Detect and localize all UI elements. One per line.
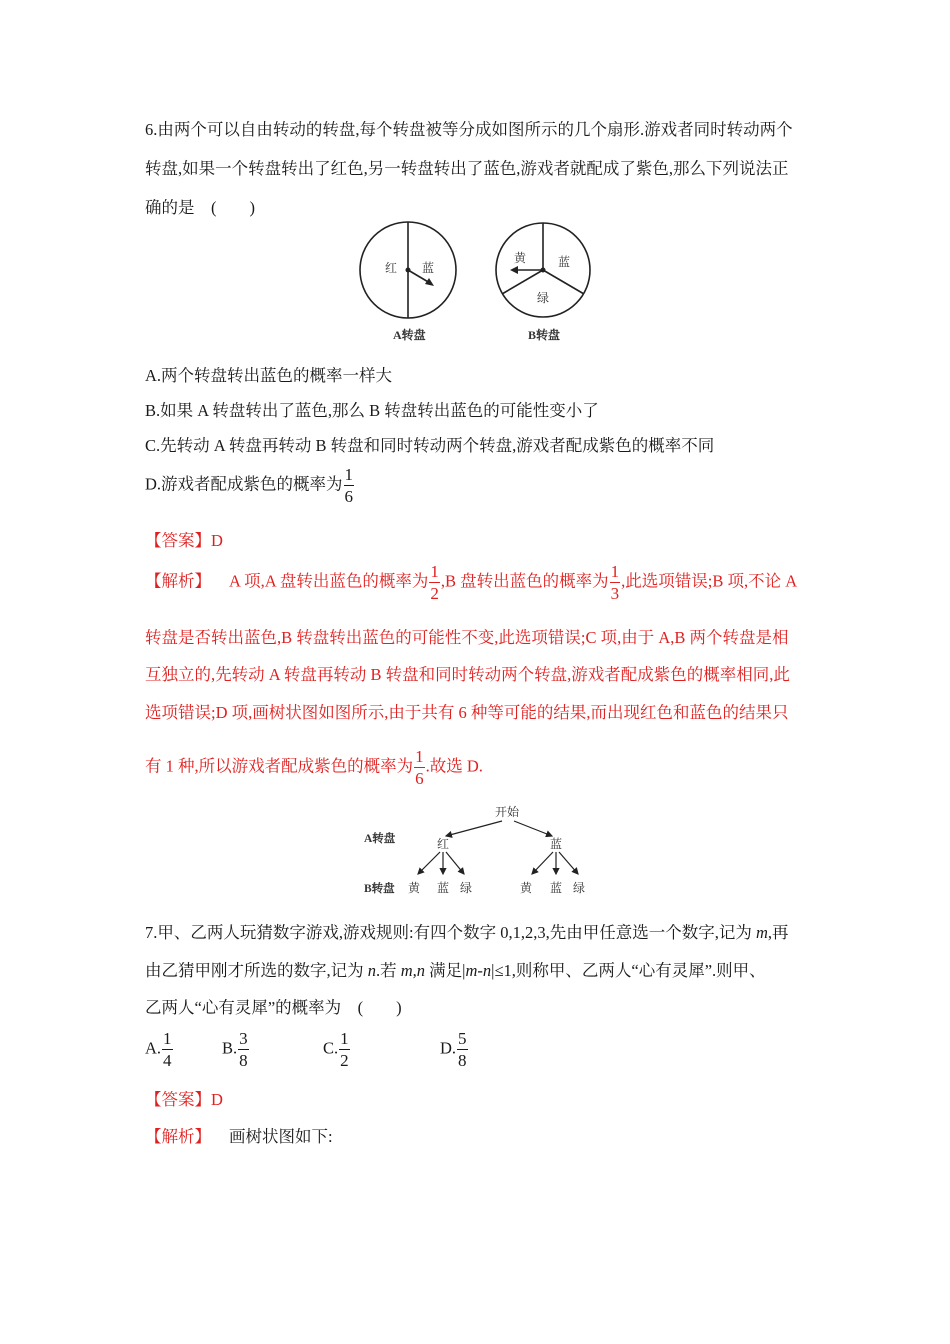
- q7-stem-text: ,再: [767, 923, 789, 942]
- tree-leaf-blue-yellow: 黄: [520, 881, 533, 895]
- analysis-text: .故选 D.: [425, 756, 483, 776]
- q6-option-d-fraction: [344, 466, 355, 505]
- answer-tag: 【答案】: [145, 531, 211, 550]
- disk-a-sector-red: 红: [385, 261, 398, 275]
- fraction-denominator: 4: [163, 1051, 172, 1070]
- fraction-numerator: 5: [458, 1029, 467, 1048]
- disk-b-sector-yellow: 黄: [514, 251, 527, 265]
- var-m: m: [755, 923, 768, 942]
- disk-a-sector-blue: 蓝: [422, 261, 435, 275]
- q6-option-b: B.如果 A 转盘转出了蓝色,那么 B 转盘转出蓝色的可能性变小了: [145, 401, 599, 420]
- q6-answer: [145, 527, 223, 551]
- fraction-numerator: 1: [344, 465, 354, 484]
- option-fraction: [457, 1030, 468, 1069]
- analysis-fraction-half: [429, 563, 440, 602]
- fraction-denominator: 6: [415, 769, 424, 788]
- q7-stem-text: 由乙猜甲刚才所选的数字,记为: [145, 961, 368, 980]
- q7-option-b: [222, 1030, 250, 1069]
- analysis-fraction-third: [610, 563, 621, 602]
- q7-stem-text: |≤1,则称甲、乙两人“心有灵犀”.则甲、: [491, 961, 766, 980]
- disk-b-sector-green: 绿: [537, 291, 550, 305]
- fraction-denominator: 2: [340, 1051, 349, 1070]
- disk-b-divider-right: [543, 270, 584, 294]
- analysis-text: 有 1 种,所以游戏者配成紫色的概率为: [145, 756, 414, 776]
- answer-value: D: [211, 1090, 223, 1109]
- tree-label-a: A转盘: [364, 833, 396, 845]
- option-fraction: [339, 1030, 350, 1069]
- fraction-numerator: 1: [415, 747, 424, 766]
- disk-a-pointer-head: [425, 278, 434, 286]
- option-label: A.: [145, 1038, 162, 1058]
- disk-b-sector-blue: 蓝: [558, 255, 571, 269]
- tree-leaf-blue-blue: 蓝: [550, 881, 563, 895]
- tree-node-red: 红: [437, 837, 450, 851]
- option-fraction: [238, 1030, 249, 1069]
- q6-analysis-line-4: 选项错误;D 项,画树状图如图所示,由于共有 6 种等可能的结果,而出现红色和蓝色的结果只: [145, 703, 789, 722]
- disk-b-caption: B转盘: [528, 328, 561, 342]
- analysis-text: 画树状图如下:: [229, 1127, 333, 1146]
- q7-answer: [145, 1086, 223, 1110]
- q6-analysis-line-3: 互独立的,先转动 A 转盘再转动 B 转盘和同时转动两个转盘,游戏者配成紫色的概率相同,此: [145, 665, 790, 684]
- tree-leaf-blue-green: 绿: [573, 881, 586, 895]
- q7-stem-text: .若: [376, 961, 401, 980]
- option-label: D.: [440, 1038, 457, 1058]
- q7-option-c: [323, 1030, 351, 1069]
- q6-option-d: [145, 466, 355, 505]
- fraction-denominator: 2: [430, 584, 439, 603]
- q6-option-c: C.先转动 A 转盘再转动 B 转盘和同时转动两个转盘,游戏者配成紫色的概率不同: [145, 436, 715, 455]
- option-label: C.: [323, 1038, 339, 1058]
- fraction-numerator: 1: [163, 1029, 172, 1048]
- q6-stem-line-1: 6.由两个可以自由转动的转盘,每个转盘被等分成如图所示的几个扇形.游戏者同时转动两个: [145, 120, 793, 139]
- answer-tag: 【答案】: [145, 1090, 211, 1109]
- tree-leaf-red-blue: 蓝: [437, 881, 450, 895]
- tree-label-b: B转盘: [364, 883, 395, 895]
- fraction-denominator: 8: [239, 1051, 248, 1070]
- option-fraction: [162, 1030, 173, 1069]
- fraction-denominator: 3: [610, 584, 620, 603]
- fraction-numerator: 1: [340, 1029, 349, 1048]
- tree-root: 开始: [495, 805, 520, 819]
- analysis-text: A 项,A 盘转出蓝色的概率为: [229, 571, 429, 591]
- q6-analysis-line-2: 转盘是否转出蓝色,B 转盘转出蓝色的可能性不变,此选项错误;C 项,由于 A,B 两个转盘是相: [145, 628, 789, 647]
- analysis-text: ,此选项错误;B 项,不论 A: [621, 571, 798, 591]
- spinner-figure: [350, 218, 600, 346]
- q6-option-d-text: D.游戏者配成紫色的概率为: [145, 474, 343, 494]
- q7-analysis: [145, 1123, 333, 1147]
- q7-stem-line-1: [145, 919, 789, 943]
- tree-node-blue: 蓝: [550, 837, 563, 851]
- option-label: B.: [222, 1038, 238, 1058]
- q7-stem-text: 满足|: [425, 961, 466, 980]
- tree-leaf-red-yellow: 黄: [408, 881, 421, 895]
- disk-b-pointer-head: [510, 266, 518, 274]
- fraction-denominator: 6: [344, 487, 354, 506]
- q6-stem-line-2: 转盘,如果一个转盘转出了红色,另一转盘转出了蓝色,游戏者就配成了紫色,那么下列说法正: [145, 159, 789, 178]
- var-m-minus-n: m-n: [465, 961, 492, 980]
- q7-stem-text: 7.甲、乙两人玩猜数字游戏,游戏规则:有四个数字 0,1,2,3,先由甲任意选一个数字,记为: [145, 923, 756, 942]
- fraction-numerator: 1: [610, 562, 620, 581]
- var-mn: m,n: [400, 961, 426, 980]
- fraction-denominator: 8: [458, 1051, 467, 1070]
- analysis-tag: 【解析】: [145, 571, 211, 591]
- analysis-tag: 【解析】: [145, 1127, 211, 1146]
- answer-value: D: [211, 531, 223, 550]
- q6-analysis-line-1: [145, 563, 797, 602]
- fraction-numerator: 1: [430, 562, 439, 581]
- q7-option-d: [440, 1030, 469, 1069]
- fraction-numerator: 3: [239, 1029, 248, 1048]
- q7-stem-line-3: 乙两人“心有灵犀”的概率为 ( ): [145, 998, 402, 1017]
- q6-stem-line-3: 确的是 ( ): [145, 198, 255, 217]
- q7-option-a: [145, 1030, 174, 1069]
- q7-stem-line-2: [145, 957, 766, 981]
- disk-a-caption: A转盘: [393, 328, 426, 342]
- q6-analysis-line-5: [145, 748, 483, 787]
- analysis-text: ,B 盘转出蓝色的概率为: [440, 571, 609, 591]
- q6-option-a: A.两个转盘转出蓝色的概率一样大: [145, 366, 393, 385]
- tree-diagram: [362, 800, 602, 900]
- tree-leaf-red-green: 绿: [460, 881, 473, 895]
- var-n: n: [367, 961, 376, 980]
- analysis-fraction-sixth: [414, 748, 425, 787]
